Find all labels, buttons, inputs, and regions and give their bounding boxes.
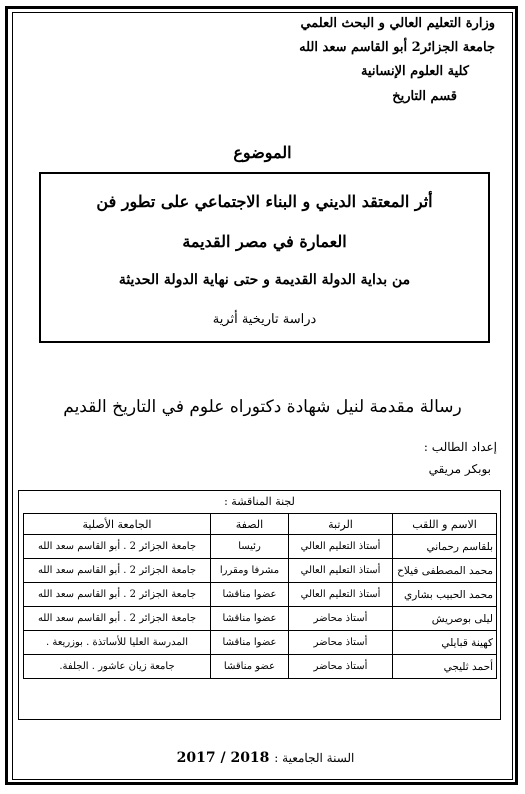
member-role: عضوا مناقشا <box>211 607 289 631</box>
title-line-2: العمارة في مصر القديمة <box>182 232 347 251</box>
member-name: أحمد ثليجي <box>393 655 497 679</box>
table-row <box>24 535 497 559</box>
faculty-name: كلية العلوم الإنسانية <box>360 64 469 79</box>
member-rank: أستاذ التعليم العالي <box>289 583 393 607</box>
member-university: المدرسة العليا للأساتذة . بوزريعة . <box>24 631 211 655</box>
department-name: قسم التاريخ <box>392 89 457 104</box>
member-university: جامعة الجزائر 2 . أبو القاسم سعد الله <box>24 535 211 559</box>
table-row <box>24 559 497 583</box>
title-line-3: من بداية الدولة القديمة و حتى نهاية الدولة الحديثة <box>118 272 411 288</box>
prepared-by-label: إعداد الطالب : <box>423 440 497 454</box>
member-rank: أستاذ محاضر <box>289 655 393 679</box>
committee-title: لجنة المناقشة : <box>224 495 295 508</box>
academic-year-label: السنة الجامعية : <box>274 751 355 765</box>
member-rank: أستاذ محاضر <box>289 607 393 631</box>
subject-label: الموضوع <box>233 143 292 162</box>
member-university: جامعة زيان عاشور . الجلفة. <box>24 655 211 679</box>
member-rank: أستاذ محاضر <box>289 631 393 655</box>
academic-year: 2018 / 2017 <box>176 750 270 766</box>
table-row <box>24 607 497 631</box>
member-role: عضو مناقشا <box>211 655 289 679</box>
table-row <box>24 655 497 679</box>
title-line-1: أثر المعتقد الديني و البناء الاجتماعي على تطور فن <box>96 192 433 211</box>
column-header: الجامعة الأصلية <box>24 514 211 535</box>
academic-year-line <box>0 750 525 766</box>
member-rank: أستاذ التعليم العالي <box>289 559 393 583</box>
university-name: جامعة الجزائر2 أبو القاسم سعد الله <box>299 40 495 55</box>
member-role: رئيسا <box>211 535 289 559</box>
member-name: بلقاسم رحماني <box>393 535 497 559</box>
committee-box <box>18 490 501 720</box>
member-university: جامعة الجزائر 2 . أبو القاسم سعد الله <box>24 607 211 631</box>
column-header: الرتبة <box>289 514 393 535</box>
column-header: الصفة <box>211 514 289 535</box>
member-role: عضوا مناقشا <box>211 583 289 607</box>
column-header: الاسم و اللقب <box>393 514 497 535</box>
table-row <box>24 631 497 655</box>
member-name: كهينة قبايلي <box>393 631 497 655</box>
committee-table <box>23 513 497 679</box>
member-name: محمد الحبيب بشاري <box>393 583 497 607</box>
member-university: جامعة الجزائر 2 . أبو القاسم سعد الله <box>24 583 211 607</box>
student-name: بوبكر مريقي <box>428 462 491 476</box>
member-university: جامعة الجزائر 2 . أبو القاسم سعد الله <box>24 559 211 583</box>
thesis-statement: رسالة مقدمة لنيل شهادة دكتوراه علوم في التاريخ القديم <box>63 397 462 417</box>
member-name: محمد المصطفى فيلاح <box>393 559 497 583</box>
ministry-name: وزارة التعليم العالي و البحث العلمي <box>300 16 495 31</box>
table-header-row <box>24 514 497 535</box>
title-box <box>39 172 490 343</box>
member-role: عضوا مناقشا <box>211 631 289 655</box>
member-name: ليلى بوصريش <box>393 607 497 631</box>
member-role: مشرفا ومقررا <box>211 559 289 583</box>
member-rank: أستاذ التعليم العالي <box>289 535 393 559</box>
title-line-4: دراسة تاريخية أثرية <box>212 312 317 327</box>
table-row <box>24 583 497 607</box>
